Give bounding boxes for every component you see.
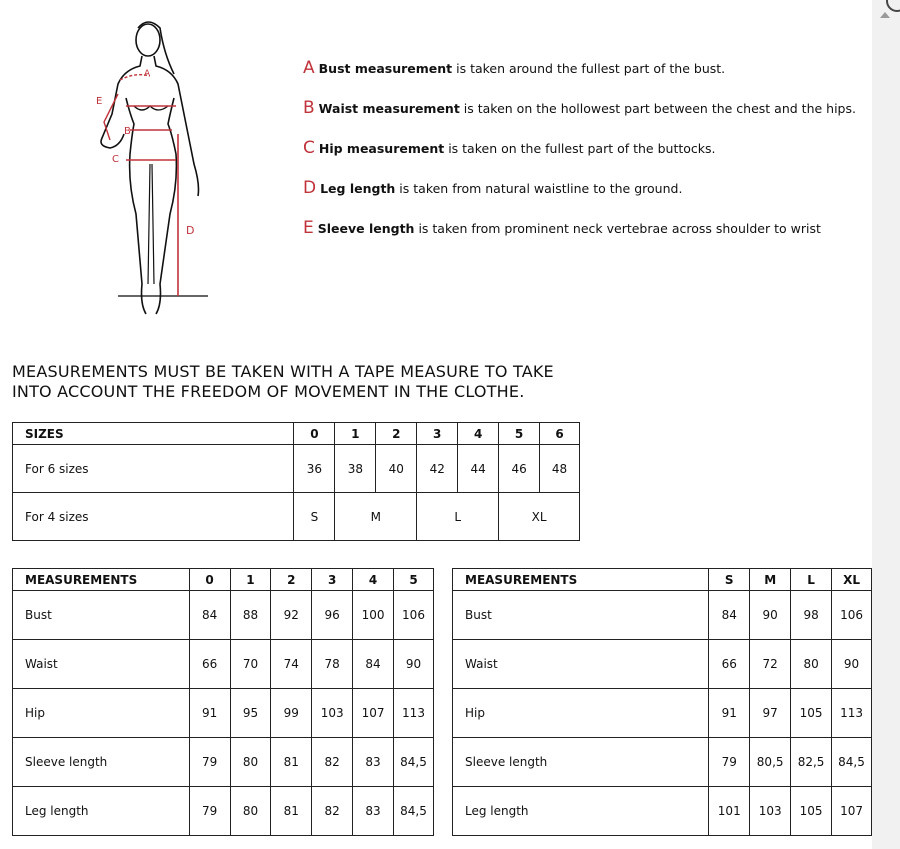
size-col: 0 bbox=[294, 423, 335, 445]
table-cell: 80 bbox=[791, 640, 832, 689]
table-cell: 91 bbox=[189, 689, 230, 738]
row-label: Bust bbox=[13, 591, 190, 640]
table-row bbox=[13, 689, 434, 738]
table-cell: 74 bbox=[271, 640, 312, 689]
table-cell: 82 bbox=[312, 738, 353, 787]
table-row bbox=[453, 738, 872, 787]
size-col: S bbox=[709, 569, 750, 591]
legend-term: Hip measurement bbox=[318, 141, 445, 156]
table-cell: 80,5 bbox=[750, 738, 791, 787]
table-cell: 79 bbox=[709, 738, 750, 787]
size-col: 2 bbox=[271, 569, 312, 591]
table-cell: 105 bbox=[791, 689, 832, 738]
legend-text: is taken from natural waistline to the ground. bbox=[395, 181, 683, 196]
table-cell: 90 bbox=[832, 640, 872, 689]
table-cell: 70 bbox=[230, 640, 271, 689]
table-cell: 84 bbox=[189, 591, 230, 640]
row-label: For 4 sizes bbox=[13, 493, 294, 541]
legend-letter: E bbox=[303, 218, 314, 238]
table-row bbox=[13, 423, 580, 445]
table-cell: 107 bbox=[353, 689, 394, 738]
measurements-header: MEASUREMENTS bbox=[453, 569, 709, 591]
table-cell: 84,5 bbox=[394, 738, 434, 787]
size-col: 3 bbox=[417, 423, 458, 445]
size-col: 6 bbox=[540, 423, 580, 445]
size-col: 4 bbox=[353, 569, 394, 591]
table-cell: 101 bbox=[709, 787, 750, 836]
table-cell: 66 bbox=[709, 640, 750, 689]
table-row bbox=[453, 640, 872, 689]
table-cell: 79 bbox=[189, 738, 230, 787]
size-col: 0 bbox=[189, 569, 230, 591]
table-cell: 78 bbox=[312, 640, 353, 689]
size-col: 3 bbox=[312, 569, 353, 591]
legend-item-waist bbox=[303, 100, 856, 117]
table-cell: 84,5 bbox=[832, 738, 872, 787]
table-row bbox=[453, 591, 872, 640]
table-cell: 80 bbox=[230, 787, 271, 836]
legend-item-sleeve bbox=[303, 220, 821, 237]
figure-label-c: C bbox=[112, 154, 119, 165]
table-cell: 100 bbox=[353, 591, 394, 640]
size-col: 5 bbox=[394, 569, 434, 591]
figure-label-e: E bbox=[96, 96, 103, 107]
legend-letter: C bbox=[303, 138, 315, 158]
table-cell: 81 bbox=[271, 738, 312, 787]
table-cell: 40 bbox=[376, 445, 417, 493]
table-cell: 103 bbox=[312, 689, 353, 738]
table-cell: 113 bbox=[394, 689, 434, 738]
table-cell: 72 bbox=[750, 640, 791, 689]
legend-text: is taken on the hollowest part between the chest and the hips. bbox=[459, 101, 856, 116]
table-row bbox=[13, 738, 434, 787]
legend-text: is taken around the fullest part of the bust. bbox=[452, 61, 726, 76]
table-cell: M bbox=[335, 493, 417, 541]
table-cell: 95 bbox=[230, 689, 271, 738]
row-label: Waist bbox=[13, 640, 190, 689]
measurements-header: MEASUREMENTS bbox=[13, 569, 190, 591]
legend-letter: A bbox=[303, 58, 315, 78]
figure-label-a: A bbox=[144, 69, 151, 79]
figure-label-b: B bbox=[124, 126, 131, 137]
legend-letter: D bbox=[303, 178, 317, 198]
table-cell: 80 bbox=[230, 738, 271, 787]
scroll-up-arrow-icon[interactable] bbox=[880, 12, 890, 18]
row-label: Sleeve length bbox=[453, 738, 709, 787]
body-measurement-figure bbox=[90, 14, 220, 334]
note-line-1: MEASUREMENTS MUST BE TAKEN WITH A TAPE MEASURE TO TAKE bbox=[12, 362, 554, 381]
sizes-table bbox=[12, 422, 580, 541]
legend-item-bust bbox=[303, 60, 725, 77]
size-col: 5 bbox=[499, 423, 540, 445]
row-label: Bust bbox=[453, 591, 709, 640]
table-cell: 84,5 bbox=[394, 787, 434, 836]
table-cell: 81 bbox=[271, 787, 312, 836]
legend-text: is taken from prominent neck vertebrae across shoulder to wrist bbox=[414, 221, 821, 236]
table-cell: 84 bbox=[709, 591, 750, 640]
table-cell: 42 bbox=[417, 445, 458, 493]
table-row bbox=[13, 640, 434, 689]
row-label: Hip bbox=[13, 689, 190, 738]
measurements-table-numeric bbox=[12, 568, 434, 836]
measurements-table-letter bbox=[452, 568, 872, 836]
table-cell: S bbox=[294, 493, 335, 541]
table-row bbox=[13, 493, 580, 541]
table-cell: 83 bbox=[353, 787, 394, 836]
legend-term: Bust measurement bbox=[318, 61, 453, 76]
legend-term: Leg length bbox=[320, 181, 396, 196]
size-col: 1 bbox=[335, 423, 376, 445]
table-cell: 91 bbox=[709, 689, 750, 738]
table-cell: L bbox=[417, 493, 499, 541]
row-label: Sleeve length bbox=[13, 738, 190, 787]
size-col: M bbox=[750, 569, 791, 591]
note-line-2: INTO ACCOUNT THE FREEDOM OF MOVEMENT IN THE CLOTHE. bbox=[12, 382, 525, 401]
row-label: Hip bbox=[453, 689, 709, 738]
table-row bbox=[453, 787, 872, 836]
figure-label-d: D bbox=[186, 224, 195, 237]
table-cell: 82 bbox=[312, 787, 353, 836]
table-cell: 98 bbox=[791, 591, 832, 640]
legend-term: Waist measurement bbox=[318, 101, 460, 116]
table-row bbox=[453, 569, 872, 591]
table-cell: 90 bbox=[394, 640, 434, 689]
table-cell: 96 bbox=[312, 591, 353, 640]
size-col: XL bbox=[832, 569, 872, 591]
measurements-body bbox=[13, 591, 434, 836]
table-cell: 38 bbox=[335, 445, 376, 493]
table-cell: 88 bbox=[230, 591, 271, 640]
table-cell: 106 bbox=[394, 591, 434, 640]
row-label: Waist bbox=[453, 640, 709, 689]
table-cell: 113 bbox=[832, 689, 872, 738]
table-cell: 82,5 bbox=[791, 738, 832, 787]
legend-text: is taken on the fullest part of the buttocks. bbox=[444, 141, 716, 156]
table-cell: 107 bbox=[832, 787, 872, 836]
table-cell: 48 bbox=[540, 445, 580, 493]
table-cell: 99 bbox=[271, 689, 312, 738]
table-cell: 92 bbox=[271, 591, 312, 640]
table-cell: 36 bbox=[294, 445, 335, 493]
table-cell: 79 bbox=[189, 787, 230, 836]
table-row bbox=[13, 569, 434, 591]
row-label: Leg length bbox=[13, 787, 190, 836]
table-cell: 97 bbox=[750, 689, 791, 738]
table-cell: XL bbox=[499, 493, 580, 541]
table-row bbox=[453, 689, 872, 738]
legend-letter: B bbox=[303, 98, 315, 118]
measurement-note bbox=[12, 362, 612, 402]
legend-term: Sleeve length bbox=[317, 221, 415, 236]
table-row bbox=[13, 445, 580, 493]
table-row bbox=[13, 591, 434, 640]
size-col: 2 bbox=[376, 423, 417, 445]
table-cell: 46 bbox=[499, 445, 540, 493]
row-label: For 6 sizes bbox=[13, 445, 294, 493]
table-cell: 84 bbox=[353, 640, 394, 689]
table-cell: 66 bbox=[189, 640, 230, 689]
size-col: 1 bbox=[230, 569, 271, 591]
row-label: Leg length bbox=[453, 787, 709, 836]
legend-item-hip bbox=[303, 140, 716, 157]
table-row bbox=[13, 787, 434, 836]
table-cell: 103 bbox=[750, 787, 791, 836]
table-cell: 90 bbox=[750, 591, 791, 640]
size-col: 4 bbox=[458, 423, 499, 445]
vertical-scrollbar[interactable] bbox=[872, 0, 900, 849]
sizes-header: SIZES bbox=[13, 423, 294, 445]
table-cell: 44 bbox=[458, 445, 499, 493]
table-cell: 106 bbox=[832, 591, 872, 640]
table-cell: 83 bbox=[353, 738, 394, 787]
legend-item-leg bbox=[303, 180, 682, 197]
table-cell: 105 bbox=[791, 787, 832, 836]
size-col: L bbox=[791, 569, 832, 591]
measurements-body bbox=[453, 591, 872, 836]
